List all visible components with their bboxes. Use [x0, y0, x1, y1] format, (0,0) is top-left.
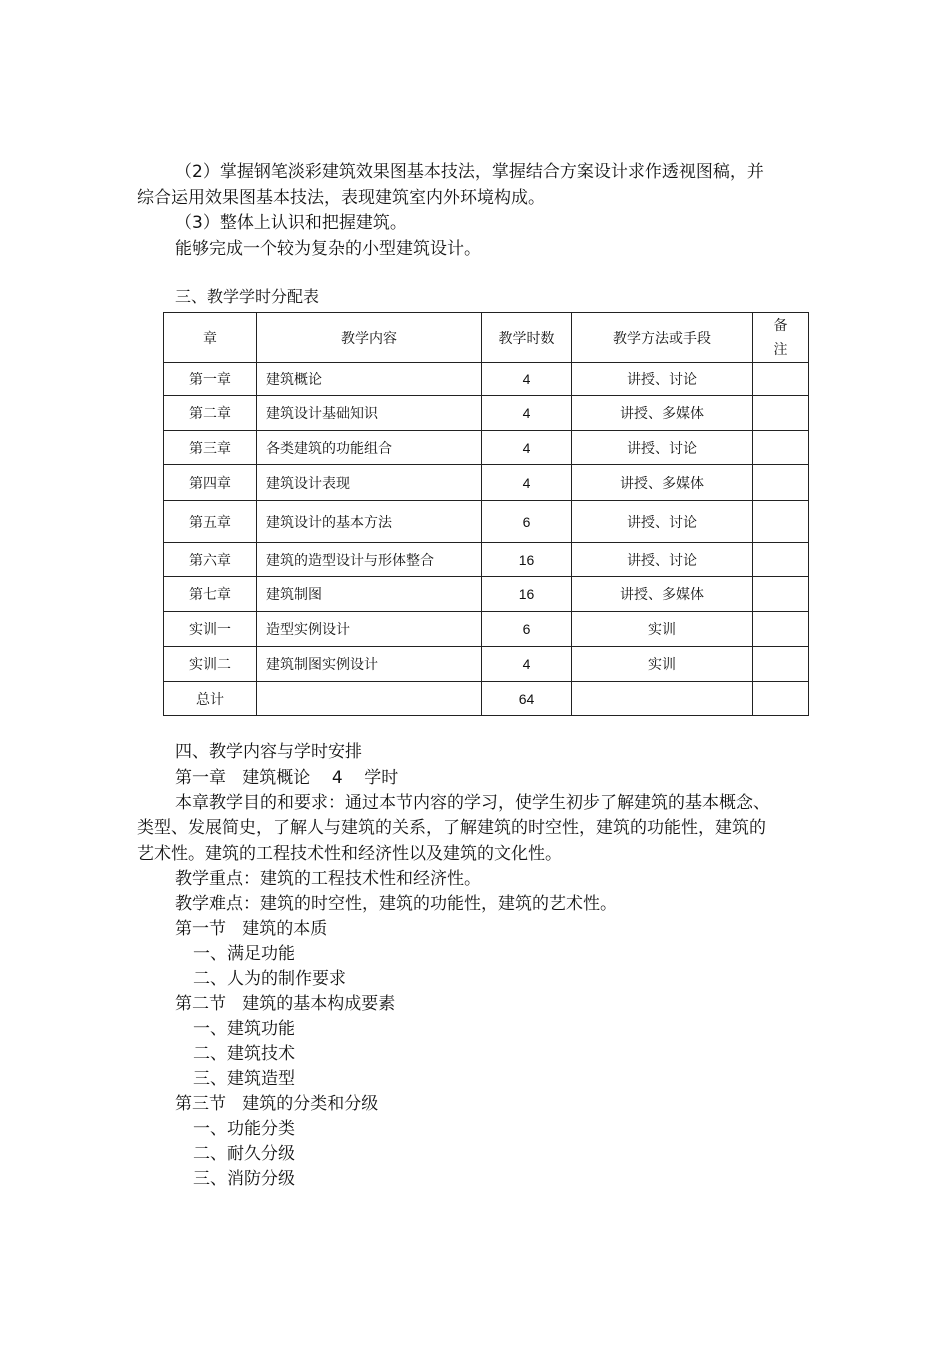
- table-row: [164, 543, 809, 577]
- goal-line-2: 类型、发展简史，了解人与建筑的关系，了解建筑的时空性，建筑的功能性，建筑的: [137, 818, 766, 838]
- table-total-row: [164, 682, 809, 716]
- cell-note: [753, 682, 809, 716]
- section-4-title: 四、教学内容与学时安排: [175, 742, 362, 762]
- cell-hours: 16: [482, 577, 572, 612]
- cell-content: 各类建筑的功能组合: [257, 431, 482, 465]
- cell-method: 讲授、多媒体: [572, 465, 753, 501]
- cell-content: 造型实例设计: [257, 612, 482, 647]
- table-header-row: [164, 313, 809, 363]
- cell-content: 建筑设计表现: [257, 465, 482, 501]
- table-row: [164, 465, 809, 501]
- section-3-item-3: 三、消防分级: [193, 1169, 295, 1189]
- header-note-char-1: 备: [773, 317, 788, 334]
- section-3-title: 三、教学学时分配表: [175, 287, 320, 306]
- section-3-title-body: 第三节 建筑的分类和分级: [175, 1094, 379, 1114]
- cell-note: [753, 543, 809, 577]
- chapter-1-title: 第一章 建筑概论 4 学时: [175, 768, 399, 788]
- table-row: [164, 647, 809, 682]
- cell-hours: 4: [482, 363, 572, 396]
- section-3-item-1: 一、功能分类: [193, 1119, 295, 1139]
- cell-note: [753, 647, 809, 682]
- cell-content: 建筑设计基础知识: [257, 396, 482, 431]
- table-row: [164, 501, 809, 543]
- cell-chapter: 实训一: [164, 612, 257, 647]
- cell-content: 建筑概论: [257, 363, 482, 396]
- header-content: 教学内容: [257, 313, 482, 363]
- intro-paragraph-3: （3）整体上认识和把握建筑。: [175, 213, 407, 233]
- cell-content: [257, 682, 482, 716]
- cell-hours: 4: [482, 465, 572, 501]
- header-note: [753, 313, 809, 363]
- cell-content: 建筑制图: [257, 577, 482, 612]
- section-1-item-2: 二、人为的制作要求: [193, 969, 346, 989]
- cell-content: 建筑制图实例设计: [257, 647, 482, 682]
- section-2-item-2: 二、建筑技术: [193, 1044, 295, 1064]
- cell-method: 实训: [572, 647, 753, 682]
- cell-hours: 64: [482, 682, 572, 716]
- section-2-title: 第二节 建筑的基本构成要素: [175, 994, 396, 1014]
- key-point: 教学重点：建筑的工程技术性和经济性。: [175, 869, 481, 889]
- cell-hours: 4: [482, 647, 572, 682]
- intro-paragraph-4: 能够完成一个较为复杂的小型建筑设计。: [175, 239, 481, 259]
- cell-note: [753, 577, 809, 612]
- table-row: [164, 612, 809, 647]
- intro-paragraph-2-line-1: （2）掌握钢笔淡彩建筑效果图基本技法，掌握结合方案设计求作透视图稿，并: [175, 162, 764, 182]
- cell-chapter: 第五章: [164, 501, 257, 543]
- cell-method: 讲授、讨论: [572, 501, 753, 543]
- goal-line-1: 本章教学目的和要求：通过本节内容的学习，使学生初步了解建筑的基本概念、: [175, 793, 770, 813]
- section-1-title: 第一节 建筑的本质: [175, 919, 328, 939]
- cell-hours: 16: [482, 543, 572, 577]
- cell-chapter: 第二章: [164, 396, 257, 431]
- cell-note: [753, 501, 809, 543]
- table-row: [164, 431, 809, 465]
- goal-line-3: 艺术性。建筑的工程技术性和经济性以及建筑的文化性。: [137, 844, 562, 864]
- hours-table: [163, 312, 809, 716]
- cell-note: [753, 612, 809, 647]
- cell-chapter: 总计: [164, 682, 257, 716]
- table-row: [164, 396, 809, 431]
- cell-chapter: 第七章: [164, 577, 257, 612]
- cell-content: 建筑的造型设计与形体整合: [257, 543, 482, 577]
- header-note-char-2: 注: [773, 341, 788, 358]
- cell-hours: 6: [482, 501, 572, 543]
- cell-note: [753, 396, 809, 431]
- section-3-item-2: 二、耐久分级: [193, 1144, 295, 1164]
- cell-note: [753, 465, 809, 501]
- cell-content: 建筑设计的基本方法: [257, 501, 482, 543]
- cell-method: [572, 682, 753, 716]
- difficulty: 教学难点：建筑的时空性，建筑的功能性，建筑的艺术性。: [175, 894, 617, 914]
- cell-method: 实训: [572, 612, 753, 647]
- cell-chapter: 第一章: [164, 363, 257, 396]
- header-method: 教学方法或手段: [572, 313, 753, 363]
- cell-method: 讲授、多媒体: [572, 577, 753, 612]
- cell-chapter: 第四章: [164, 465, 257, 501]
- cell-note: [753, 431, 809, 465]
- cell-hours: 6: [482, 612, 572, 647]
- table-row: [164, 363, 809, 396]
- cell-method: 讲授、讨论: [572, 431, 753, 465]
- cell-method: 讲授、讨论: [572, 363, 753, 396]
- cell-hours: 4: [482, 396, 572, 431]
- cell-chapter: 实训二: [164, 647, 257, 682]
- section-1-item-1: 一、满足功能: [193, 944, 295, 964]
- section-2-item-3: 三、建筑造型: [193, 1069, 295, 1089]
- cell-method: 讲授、讨论: [572, 543, 753, 577]
- cell-note: [753, 363, 809, 396]
- section-2-item-1: 一、建筑功能: [193, 1019, 295, 1039]
- cell-method: 讲授、多媒体: [572, 396, 753, 431]
- header-chapter: 章: [164, 313, 257, 363]
- cell-hours: 4: [482, 431, 572, 465]
- cell-chapter: 第六章: [164, 543, 257, 577]
- cell-chapter: 第三章: [164, 431, 257, 465]
- header-hours: 教学时数: [482, 313, 572, 363]
- intro-paragraph-2-line-2: 综合运用效果图基本技法，表现建筑室内外环境构成。: [137, 188, 545, 208]
- table-row: [164, 577, 809, 612]
